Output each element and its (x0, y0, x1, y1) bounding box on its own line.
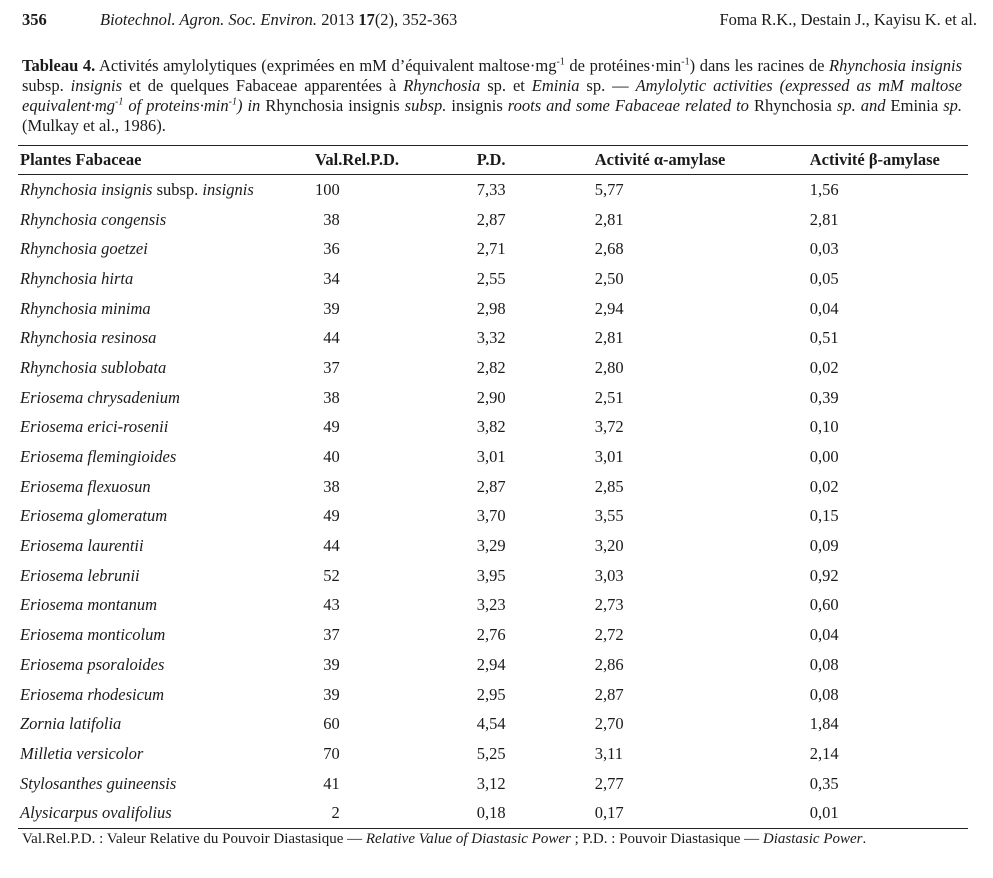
beta-cell: 0,39 (809, 387, 839, 407)
table-row (18, 798, 968, 828)
val-rel-cell: 41 (323, 773, 340, 793)
alpha-cell: 3,20 (594, 536, 624, 556)
plant-name: Eriosema montanum (20, 595, 158, 615)
caption-sup: -1 (228, 96, 237, 108)
pd-cell: 2,98 (476, 298, 506, 318)
val-rel-cell: 37 (323, 625, 340, 645)
caption-text: sp. — (579, 76, 636, 95)
caption-reference: (Mulkay et al., 1986). (22, 116, 166, 135)
col-header-val-rel: Val.Rel.P.D. (315, 146, 477, 175)
caption-text: et de quelques Fabaceae apparentées à (122, 76, 404, 95)
beta-cell: 0,35 (809, 773, 839, 793)
plant-name: Rhynchosia minima (20, 298, 151, 318)
table-row (18, 769, 968, 799)
alpha-cell: 3,03 (594, 565, 624, 585)
alpha-cell: 2,81 (594, 209, 624, 229)
plant-name: Eriosema flexuosun (20, 476, 151, 496)
table-row (18, 620, 968, 650)
table-header-row (18, 146, 968, 175)
beta-cell: 0,02 (809, 357, 839, 377)
beta-cell: 0,92 (809, 565, 839, 585)
pd-cell: 2,82 (476, 357, 506, 377)
plant-name: Stylosanthes guineensis (20, 773, 177, 793)
beta-cell: 0,04 (809, 298, 839, 318)
plant-name: Eriosema laurentii (20, 536, 144, 556)
table-row (18, 709, 968, 739)
caption-taxon: Rhynchosia (403, 76, 481, 95)
pd-cell: 7,33 (476, 179, 506, 199)
table-row (18, 205, 968, 235)
caption-english: subsp. (399, 96, 452, 115)
plant-name: Eriosema rhodesicum (20, 684, 165, 704)
caption-label: Tableau 4. (22, 56, 96, 75)
amylase-activity-table (18, 145, 968, 829)
plant-name: Eriosema glomeratum (20, 506, 168, 526)
caption-sup: -1 (115, 96, 124, 108)
table-row (18, 442, 968, 472)
caption-english: roots and some Fabaceae related to (502, 96, 754, 115)
alpha-cell: 2,72 (594, 625, 624, 645)
col-header-alpha: Activité α-amylase (595, 146, 810, 175)
plant-name: Zornia latifolia (20, 714, 122, 734)
beta-cell: 2,14 (809, 743, 839, 763)
plant-name-genus: Rhynchosia insignis (20, 179, 153, 199)
val-rel-cell: 44 (323, 536, 340, 556)
alpha-cell: 0,17 (595, 798, 810, 828)
beta-cell: 0,15 (809, 506, 839, 526)
caption-sup: -1 (681, 56, 690, 68)
caption-sup: -1 (556, 56, 565, 68)
table-footnote (22, 829, 962, 849)
alpha-cell: 2,85 (594, 476, 624, 496)
pd-cell: 2,87 (476, 209, 506, 229)
beta-cell: 0,51 (809, 328, 839, 348)
val-rel-cell: 39 (323, 298, 340, 318)
pd-cell: 2,71 (476, 239, 506, 259)
alpha-cell: 3,55 (594, 506, 624, 526)
alpha-cell: 2,70 (594, 714, 624, 734)
val-rel-cell: 36 (323, 239, 340, 259)
alpha-cell: 5,77 (594, 179, 624, 199)
pd-cell: 4,54 (476, 714, 506, 734)
val-rel-cell: 70 (323, 743, 340, 763)
caption-english: Amylolytic activities (expressed as mM maltose equivalent·mg (22, 76, 963, 115)
beta-cell: 1,56 (809, 179, 839, 199)
pd-cell: 3,12 (476, 773, 506, 793)
plant-name-subspecies: insignis (202, 179, 254, 199)
plant-name: Rhynchosia sublobata (20, 357, 167, 377)
journal-volume: 17 (358, 10, 375, 29)
plant-name: Eriosema psoraloides (20, 654, 165, 674)
table-row (18, 680, 968, 710)
caption-english: sp. and (831, 96, 891, 115)
caption-text: ) dans les racines de (689, 56, 830, 75)
footnote-english: Diastasic Power (762, 831, 863, 847)
val-rel-cell: 39 (323, 654, 340, 674)
pd-cell: 2,76 (476, 625, 506, 645)
plant-name: Rhynchosia hirta (20, 268, 134, 288)
caption-taxon: insignis (70, 76, 123, 95)
col-header-beta: Activité β-amylase (810, 146, 968, 175)
alpha-cell: 3,01 (594, 447, 624, 467)
val-rel-cell: 34 (323, 268, 340, 288)
beta-cell: 0,04 (809, 625, 839, 645)
plant-name: Rhynchosia resinosa (20, 328, 157, 348)
table-row (18, 323, 968, 353)
footnote-english: Relative Value of Diastasic Power (365, 831, 571, 847)
footnote-text: . (862, 831, 867, 847)
val-rel-cell: 38 (323, 209, 340, 229)
footnote-text: ; P.D. : Pouvoir Diastasique — (570, 831, 763, 847)
beta-cell: 0,00 (809, 447, 839, 467)
pd-cell: 3,70 (476, 506, 506, 526)
plant-name: Rhynchosia congensis (20, 209, 167, 229)
alpha-cell: 2,77 (594, 773, 624, 793)
alpha-cell: 2,73 (594, 595, 624, 615)
alpha-cell: 2,50 (594, 268, 624, 288)
val-rel-cell: 39 (323, 684, 340, 704)
table-row (18, 739, 968, 769)
table-row (18, 264, 968, 294)
val-rel-cell: 52 (323, 565, 340, 585)
caption-text: de protéines·min (564, 56, 682, 75)
pd-cell: 2,95 (476, 684, 506, 704)
caption-text: sp. et (480, 76, 532, 95)
table-row (18, 650, 968, 680)
caption-english: sp. (938, 96, 963, 115)
pd-cell: 5,25 (476, 743, 506, 763)
alpha-cell: 3,72 (594, 417, 624, 437)
table-row (18, 353, 968, 383)
pd-cell: 3,29 (476, 536, 506, 556)
pd-cell: 3,23 (476, 595, 506, 615)
footnote-text: Val.Rel.P.D. : Valeur Relative du Pouvoir Diastasique — (22, 831, 366, 847)
plant-name: Eriosema erici-rosenii (20, 417, 169, 437)
col-header-plant: Plantes Fabaceae (18, 146, 315, 175)
caption-taxon: Eminia (890, 96, 939, 115)
alpha-cell: 3,11 (594, 743, 624, 763)
plant-name: Eriosema lebrunii (20, 565, 140, 585)
beta-cell: 0,08 (809, 684, 839, 704)
val-rel-cell: 60 (323, 714, 340, 734)
table-row (18, 175, 968, 205)
caption-text: Activités amylolytiques (exprimées en mM d’équivalent maltose·mg (95, 56, 557, 75)
val-rel-cell: 38 (323, 387, 340, 407)
plant-name: Eriosema chrysadenium (20, 387, 180, 407)
table-row (18, 591, 968, 621)
caption-taxon: Rhynchosia insignis (829, 56, 962, 75)
pd-cell: 2,90 (476, 387, 506, 407)
val-rel-cell: 44 (323, 328, 340, 348)
pd-cell: 3,95 (476, 565, 506, 585)
pd-cell: 2,87 (476, 476, 506, 496)
val-rel-cell: 2 (315, 798, 477, 828)
beta-cell: 2,81 (809, 209, 839, 229)
page-number: 356 (22, 10, 47, 29)
journal-issue-pages: (2), 352-363 (374, 10, 458, 29)
pd-cell: 3,32 (476, 328, 506, 348)
plant-name: Eriosema monticolum (20, 625, 166, 645)
pd-cell: 2,55 (476, 268, 506, 288)
table-caption (22, 56, 962, 136)
pd-cell: 3,01 (476, 447, 506, 467)
val-rel-cell: 37 (323, 357, 340, 377)
val-rel-cell: 49 (323, 506, 340, 526)
pd-cell: 0,18 (477, 798, 595, 828)
val-rel-cell: 43 (323, 595, 340, 615)
beta-cell: 0,60 (809, 595, 839, 615)
beta-cell: 0,05 (809, 268, 839, 288)
val-rel-cell: 38 (323, 476, 340, 496)
alpha-cell: 2,87 (594, 684, 624, 704)
plant-name: Eriosema flemingioides (20, 447, 177, 467)
table-row (18, 472, 968, 502)
plant-name (18, 175, 315, 205)
beta-cell: 0,09 (809, 536, 839, 556)
alpha-cell: 2,94 (594, 298, 624, 318)
beta-cell: 1,84 (809, 714, 839, 734)
beta-cell: 0,08 (809, 654, 839, 674)
val-rel-cell: 100 (315, 179, 340, 199)
beta-cell: 0,10 (809, 417, 839, 437)
caption-taxon: insignis (451, 96, 503, 115)
plant-name: Alysicarpus ovalifolius (18, 798, 315, 828)
val-rel-cell: 49 (323, 417, 340, 437)
table-row (18, 561, 968, 591)
alpha-cell: 2,51 (594, 387, 624, 407)
plant-name-rank: subsp. (152, 179, 203, 199)
alpha-cell: 2,80 (594, 357, 624, 377)
plant-name: Milletia versicolor (20, 743, 144, 763)
caption-taxon: Rhynchosia (753, 96, 832, 115)
caption-text: subsp. (22, 76, 71, 95)
pd-cell: 2,94 (476, 654, 506, 674)
beta-cell: 0,03 (809, 239, 839, 259)
table-row (18, 294, 968, 324)
table-row (18, 383, 968, 413)
caption-english: ) in (236, 96, 266, 115)
beta-cell: 0,01 (810, 798, 968, 828)
plant-name: Rhynchosia goetzei (20, 239, 148, 259)
header-authors: Foma R.K., Destain J., Kayisu K. et al. (719, 10, 977, 29)
caption-taxon: Eminia (531, 76, 580, 95)
alpha-cell: 2,81 (594, 328, 624, 348)
journal-name: Biotechnol. Agron. Soc. Environ. (100, 10, 318, 29)
journal-citation (100, 8, 457, 32)
table-row (18, 531, 968, 561)
alpha-cell: 2,86 (594, 654, 624, 674)
table-row (18, 413, 968, 443)
pd-cell: 3,82 (476, 417, 506, 437)
table-row (18, 234, 968, 264)
alpha-cell: 2,68 (594, 239, 624, 259)
running-header (22, 8, 977, 32)
col-header-pd: P.D. (477, 146, 595, 175)
val-rel-cell: 40 (323, 447, 340, 467)
beta-cell: 0,02 (809, 476, 839, 496)
table-row (18, 502, 968, 532)
journal-year: 2013 (317, 10, 359, 29)
caption-taxon: Rhynchosia insignis (265, 96, 400, 115)
caption-english: of proteins·min (123, 96, 229, 115)
